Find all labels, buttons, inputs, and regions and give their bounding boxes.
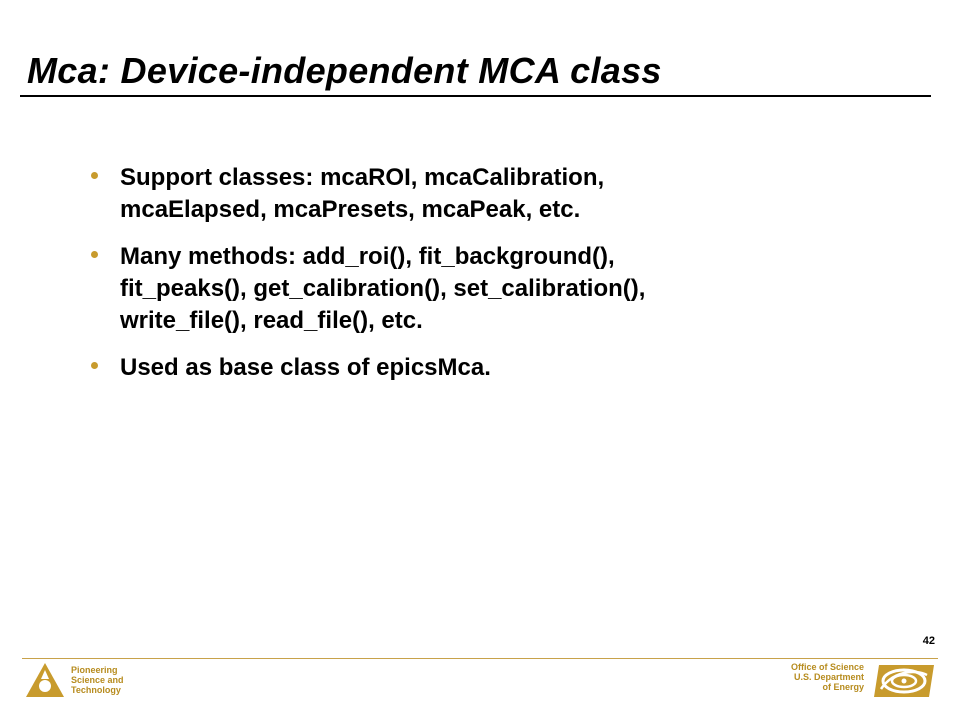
bullet-dot-icon <box>91 362 98 369</box>
bullet-text <box>120 241 926 337</box>
bullet-line: Used as base class of epicsMca. <box>120 354 491 381</box>
title-divider <box>20 95 931 97</box>
bullet-dot-icon <box>91 172 98 179</box>
bullet-text <box>120 352 926 384</box>
footer-right-line: Office of Science <box>790 662 864 672</box>
slide-title: Mca: Device-independent MCA class <box>27 50 662 91</box>
bullet-item <box>86 162 926 226</box>
bullet-list <box>86 162 926 399</box>
page-number: 42 <box>922 635 935 647</box>
footer-left-line: Technology <box>71 685 121 695</box>
bullet-dot-icon <box>91 251 98 258</box>
bullet-line: Support classes: mcaROI, mcaCalibration, <box>120 164 605 191</box>
bullet-line: Many methods: add_roi(), fit_background(), <box>120 243 615 270</box>
bullet-text <box>120 162 926 226</box>
footer-left-line: Science and <box>71 675 124 685</box>
footer-divider <box>22 658 938 659</box>
footer-right-line: U.S. Department <box>793 672 864 682</box>
footer-right-line: of Energy <box>822 682 864 692</box>
bullet-line: fit_peaks(), get_calibration(), set_calibration(), <box>120 275 646 302</box>
bullet-line: write_file(), read_file(), etc. <box>120 307 423 334</box>
argonne-triangle-logo-icon <box>25 662 65 698</box>
footer-left-text <box>71 665 124 695</box>
bullet-line: mcaElapsed, mcaPresets, mcaPeak, etc. <box>120 196 581 223</box>
footer-left-line: Pioneering <box>71 665 118 675</box>
doe-office-of-science-logo-icon <box>873 663 935 699</box>
bullet-item <box>86 352 926 384</box>
footer-right-text <box>791 662 864 692</box>
bullet-item <box>86 241 926 337</box>
